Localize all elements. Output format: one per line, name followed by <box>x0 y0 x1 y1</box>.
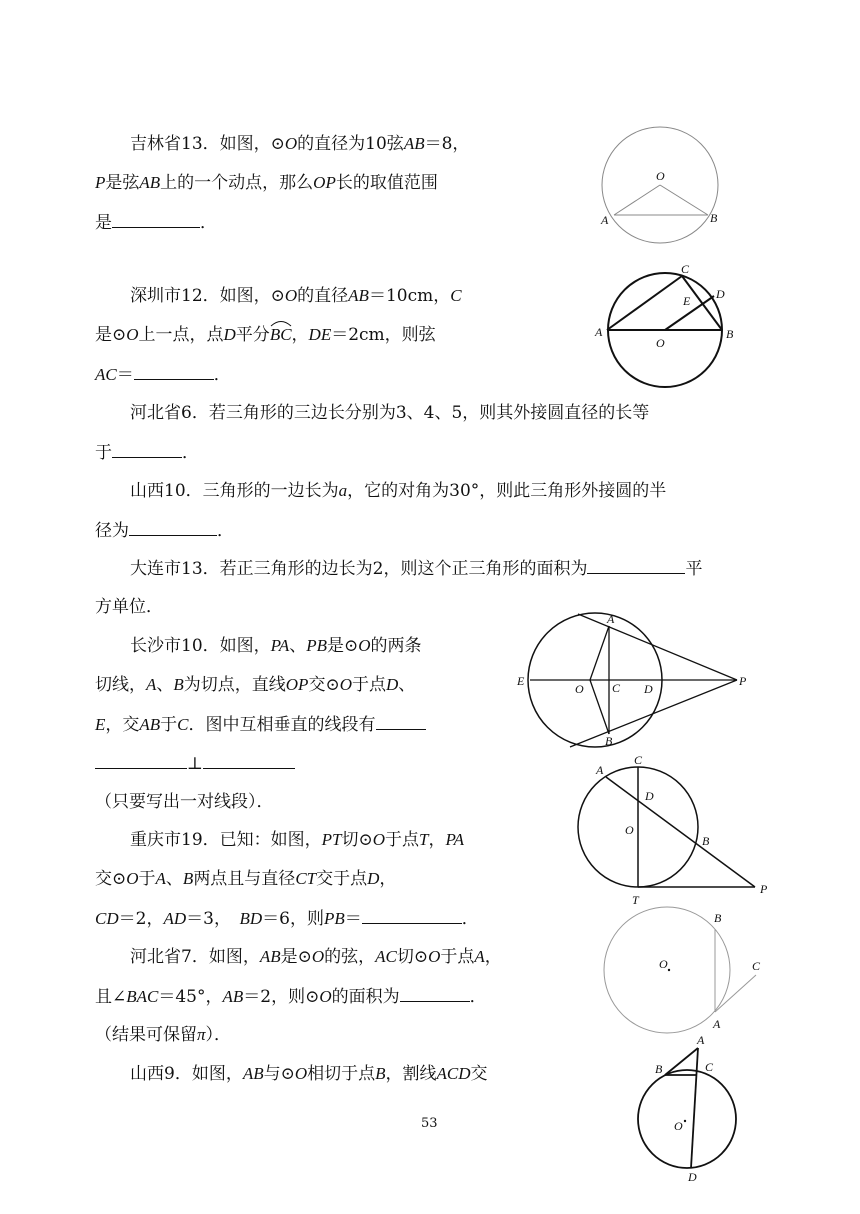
math-variable: BD <box>239 909 263 928</box>
text-run: 上一点，点 <box>138 325 224 345</box>
text-run: 交⊙ <box>95 869 127 889</box>
text-run: 交 <box>470 1064 488 1084</box>
math-variable: AB <box>242 1064 264 1083</box>
math-variable: PT <box>321 830 342 849</box>
math-variable: C <box>450 286 462 305</box>
text-run: 是⊙ <box>95 325 127 345</box>
text-run: 径为 <box>95 521 129 541</box>
math-variable: AB <box>139 173 161 192</box>
math-variable: a <box>338 481 348 500</box>
math-variable: PB <box>323 909 345 928</box>
math-variable: A <box>155 869 166 888</box>
text-run: 平 <box>685 559 703 579</box>
text-run: 长沙市10．如图， <box>130 636 271 656</box>
text-run: 于点 <box>385 830 420 850</box>
math-variable: AB <box>259 947 281 966</box>
math-variable: O <box>339 675 352 694</box>
text-run: 是⊙ <box>280 947 312 967</box>
math-variable: AB <box>222 987 244 1006</box>
math-variable: E <box>95 715 106 734</box>
text-run: ． <box>469 987 487 1007</box>
label-o: O <box>575 682 584 696</box>
text-run: ，割线 <box>385 1064 437 1084</box>
label-o: O <box>659 957 668 971</box>
arc-notation: BC <box>270 324 292 346</box>
math-variable: O <box>294 1064 308 1083</box>
text-run: 长的取值范围 <box>335 173 438 193</box>
math-variable: O <box>284 134 298 153</box>
math-variable: A <box>474 947 485 966</box>
label-c: C <box>705 1060 714 1074</box>
text-run: ＝2， <box>118 909 164 929</box>
text-run: 是弦 <box>105 173 140 193</box>
label-a: A <box>607 612 615 626</box>
text-run: ，它的对角为30°，则此三角形外接圆的半 <box>347 481 667 501</box>
label-b: B <box>710 211 718 225</box>
math-variable: C <box>177 715 189 734</box>
text-run: 河北省6．若三角形的三边长分别为3、4、5，则其外接圆直径的长等 <box>130 403 650 423</box>
label-b: B <box>605 734 613 748</box>
label-e: E <box>683 294 691 308</box>
text-run: ． <box>182 443 199 463</box>
text-run: ． <box>213 365 231 385</box>
math-variable: O <box>126 325 139 344</box>
text-run: ＝3， <box>186 909 240 929</box>
text-run: 于 <box>160 715 178 735</box>
text-run: 于 <box>95 443 112 463</box>
text-run: 交于点 <box>316 869 368 889</box>
math-variable: A <box>146 675 157 694</box>
math-variable: P <box>95 173 106 192</box>
label-o: O <box>625 823 634 837</box>
text-run: 、 <box>156 675 174 695</box>
math-variable: AB <box>348 286 369 305</box>
text-run: 切⊙ <box>396 947 429 967</box>
math-variable: B <box>375 1064 386 1083</box>
text-run: 山西9．如图， <box>130 1064 243 1084</box>
math-variable: PA <box>445 830 465 849</box>
text-run: 的直径为10弦 <box>297 134 404 154</box>
text-run: ＝8， <box>424 134 470 154</box>
text-run: ， <box>428 830 446 850</box>
label-b: B <box>726 327 734 341</box>
text-run: 切⊙ <box>341 830 373 850</box>
math-variable: CD <box>95 909 119 928</box>
math-variable: D <box>385 675 399 694</box>
label-p: P <box>760 882 768 896</box>
text-run: 深圳市12．如图，⊙ <box>130 286 285 306</box>
text-run: 吉林省13．如图，⊙ <box>130 134 285 154</box>
math-variable: D <box>223 325 236 344</box>
math-variable: PB <box>306 636 327 655</box>
math-variable: ACD <box>436 1064 471 1083</box>
text-run: 、 <box>289 636 307 656</box>
label-d: D <box>645 789 654 803</box>
math-variable: AC <box>95 365 117 384</box>
label-o: O <box>656 336 665 350</box>
text-run: ＝ <box>116 365 134 385</box>
label-d: D <box>644 682 653 696</box>
label-b: B <box>714 911 722 925</box>
text-run: ． <box>217 521 234 541</box>
text-run: 方单位． <box>95 597 163 617</box>
math-variable: BAC <box>126 987 159 1006</box>
text-run: 平分 <box>235 325 270 345</box>
label-c: C <box>752 959 761 973</box>
text-run: 交⊙ <box>308 675 340 695</box>
text-run: 大连市13．若正三角形的边长为2，则这个正三角形的面积为 <box>130 559 588 579</box>
text-run: （结果可保留 <box>95 1025 197 1045</box>
text-run: 于点 <box>351 675 386 695</box>
math-variable: B <box>182 869 194 888</box>
math-variable: T <box>419 830 429 849</box>
label-o: O <box>656 169 665 183</box>
text-run: ． <box>461 909 479 929</box>
text-run: 上的一个动点，那么 <box>160 173 314 193</box>
math-variable: CT <box>295 869 317 888</box>
text-run: 的面积为 <box>331 987 400 1007</box>
math-variable: O <box>358 636 371 655</box>
text-run: 为切点，直线 <box>183 675 286 695</box>
math-variable: π <box>197 1025 206 1044</box>
text-run: ＝6，则 <box>262 909 324 929</box>
math-variable: O <box>319 987 332 1006</box>
math-variable: AB <box>403 134 425 153</box>
label-t: T <box>632 893 639 907</box>
math-variable: PA <box>270 636 290 655</box>
text-run: 两点且与直径 <box>193 869 296 889</box>
math-variable: AC <box>375 947 397 966</box>
label-c: C <box>681 262 690 276</box>
label-p: P <box>739 674 747 688</box>
text-run: 切线， <box>95 675 146 695</box>
math-variable: OP <box>313 173 336 192</box>
text-run: ＝2cm，则弦 <box>331 325 436 345</box>
text-run: 的弦， <box>324 947 376 967</box>
text-run: ＝10cm， <box>368 286 451 306</box>
text-run: 、 <box>398 675 416 695</box>
label-b: B <box>655 1062 663 1076</box>
text-run: 是⊙ <box>327 636 359 656</box>
math-variable: AB <box>139 715 161 734</box>
text-run: ， <box>484 947 502 967</box>
math-variable: O <box>284 286 298 305</box>
math-variable: D <box>367 869 380 888</box>
label-d: D <box>688 1170 697 1184</box>
text-run: 、 <box>165 869 183 889</box>
text-run: ， <box>291 325 309 345</box>
math-variable: O <box>126 869 139 888</box>
math-variable: AD <box>163 909 187 928</box>
label-c: C <box>612 681 621 695</box>
math-variable: OP <box>285 675 309 694</box>
label-c: C <box>634 753 643 767</box>
label-a: A <box>697 1033 705 1047</box>
math-variable: DE <box>308 325 332 344</box>
label-a: A <box>601 213 609 227</box>
text-run: 的直径 <box>297 286 349 306</box>
text-run: 山西10．三角形的一边长为 <box>130 481 339 501</box>
text-run: 的两条 <box>370 636 422 656</box>
text-run: 是 <box>95 213 112 233</box>
label-a: A <box>713 1017 721 1031</box>
math-variable: O <box>428 947 441 966</box>
text-run: （只要写出一对线段）． <box>95 792 274 812</box>
page-number: 53 <box>421 1116 438 1131</box>
text-run: ． <box>200 213 217 233</box>
text-run: 相切于点 <box>307 1064 376 1084</box>
text-run: 于点 <box>440 947 475 967</box>
text-run: 河北省7．如图， <box>130 947 260 967</box>
text-run: ．图中互相垂直的线段有 <box>188 715 376 735</box>
label-o: O <box>674 1119 683 1133</box>
text-run: ＝2，则⊙ <box>243 987 320 1007</box>
text-run: 重庆市19．已知：如图， <box>130 830 322 850</box>
label-b: B <box>702 834 710 848</box>
math-variable: B <box>173 675 184 694</box>
text-run: ＝ <box>344 909 362 929</box>
text-run: ⊥ <box>187 754 203 774</box>
label-a: A <box>595 325 603 339</box>
text-run: 于 <box>138 869 156 889</box>
text-run: ＝45°， <box>158 987 223 1007</box>
label-a: A <box>596 763 604 777</box>
math-variable: O <box>372 830 386 849</box>
text-run: ， <box>379 869 397 889</box>
text-run: ，交 <box>105 715 140 735</box>
text-run: ）． <box>205 1025 232 1045</box>
label-e: E <box>517 674 525 688</box>
label-d: D <box>716 287 725 301</box>
math-variable: O <box>311 947 325 966</box>
text-run: 与⊙ <box>263 1064 295 1084</box>
text-run: 且∠ <box>95 987 127 1007</box>
